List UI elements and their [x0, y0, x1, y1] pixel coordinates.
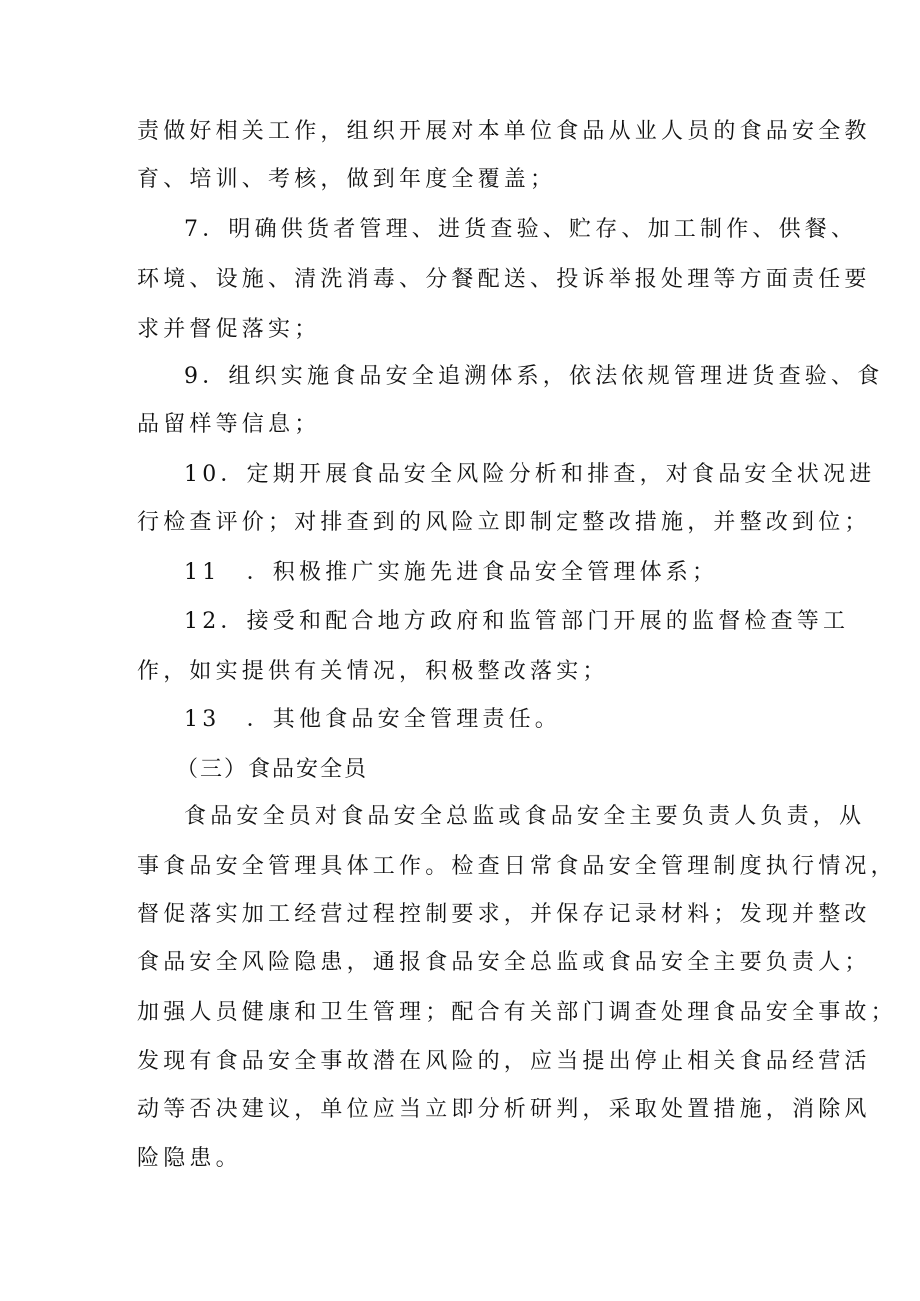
text-line: 动等否决建议，单位应当立即分析研判，采取处置措施，消除风 [137, 1097, 871, 1122]
section-heading: （三）食品安全员 [176, 757, 369, 782]
text-line: 作，如实提供有关情况，积极整改落实； [137, 659, 609, 684]
list-item-11: 11 ．积极推广实施先进食品安全管理体系； [184, 560, 719, 585]
text-line: 督促落实加工经营过程控制要求，并保存记录材料；发现并整改 [137, 902, 871, 927]
list-item-13: 13 ．其他食品安全管理责任。 [184, 707, 561, 732]
text-line: 行检查评价；对排查到的风险立即制定整改措施，并整改到位； [137, 510, 871, 535]
list-item-12: 12．接受和配合地方政府和监管部门开展的监督检查等工 [184, 609, 850, 634]
text-line: 责做好相关工作，组织开展对本单位食品从业人员的食品安全教 [137, 119, 871, 144]
text-line: 食品安全风险隐患，通报食品安全总监或食品安全主要负责人； [137, 950, 871, 975]
text-line: 求并督促落实； [137, 317, 321, 342]
text-line: 事食品安全管理具体工作。检查日常食品安全管理制度执行情况， [137, 854, 897, 879]
text-line: 环境、设施、清洗消毒、分餐配送、投诉举报处理等方面责任要 [137, 267, 871, 292]
list-item-10: 10．定期开展食品安全风险分析和排查，对食品安全状况进 [184, 462, 876, 487]
paragraph-line: 食品安全员对食品安全总监或食品安全主要负责人负责，从 [184, 804, 866, 829]
text-line: 加强人员健康和卫生管理；配合有关部门调查处理食品安全事故； [137, 1000, 897, 1025]
text-line: 育、培训、考核，做到年度全覆盖； [137, 167, 557, 192]
text-line: 品留样等信息； [137, 412, 321, 437]
text-line: 险隐患。 [137, 1146, 242, 1171]
text-line: 发现有食品安全事故潜在风险的，应当提出停止相关食品经营活 [137, 1049, 871, 1074]
list-item-9: 9．组织实施食品安全追溯体系，依法依规管理进货查验、食 [184, 364, 884, 389]
list-item-7: 7．明确供货者管理、进货查验、贮存、加工制作、供餐、 [184, 217, 858, 242]
